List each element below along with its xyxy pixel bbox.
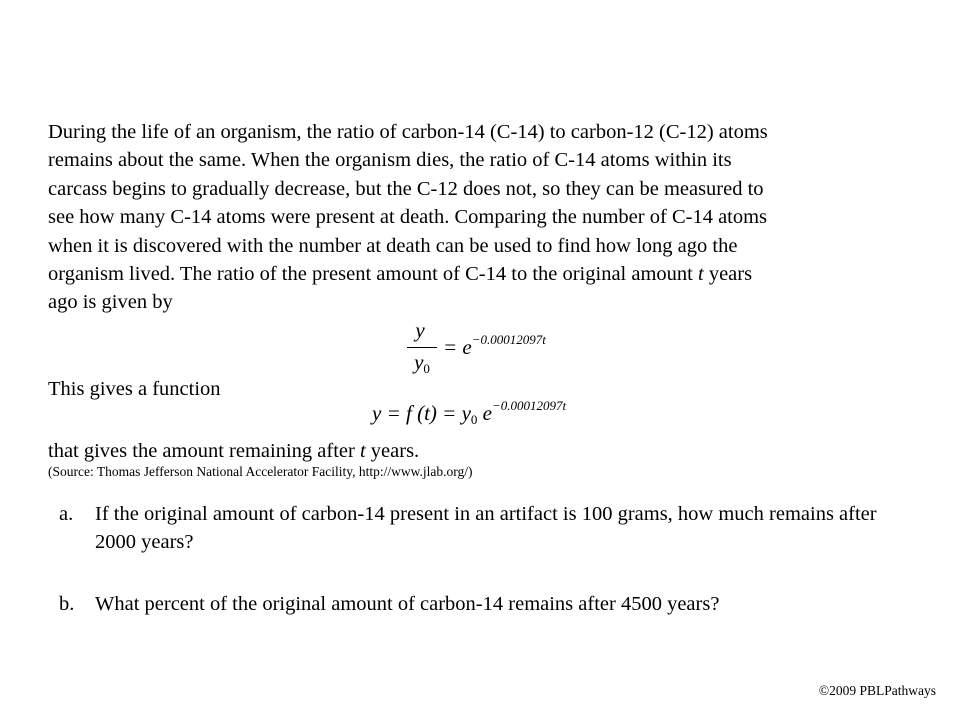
intro-line-4: see how many C-14 atoms were present at death. Comparing the number of C-14 atoms [48,206,768,229]
copyright-notice: ©2009 PBLPathways [818,683,936,698]
fraction-denominator [405,350,439,377]
function-lhs: y = f (t) = y [372,401,471,425]
function-subscript: 0 [470,412,478,427]
function-equation [372,398,566,428]
intro-paragraph [48,118,908,317]
question-b-text: What percent of the original amount of carbon-14 remains after 4500 years? [95,593,720,615]
intro-line-5: when it is discovered with the number at death can be used to find how long ago the [48,234,738,257]
fraction-numerator: y [415,318,425,342]
rhs-exponent: −0.00012097t [471,332,546,347]
intro-line-6-years: years [708,263,753,286]
ratio-rhs [443,332,546,360]
denominator-subscript: 0 [423,361,430,376]
question-a-text: If the original amount of carbon-14 present in an artifact is 100 grams, how much remains after 2000 years? [95,503,877,554]
source-citation: (Source: Thomas Jefferson National Accelerator Facility, http://www.jlab.org/) [48,464,473,479]
function-exponent: −0.00012097t [491,398,567,413]
intro-line-6 [48,260,908,288]
intro-line-7: ago is given by [48,291,173,314]
remaining-label [48,440,419,463]
function-e: e [482,401,492,425]
intro-line-3: carcass begins to gradually decrease, but the C-12 does not, so they can be measured to [48,177,764,200]
fraction-bar [407,347,437,348]
variable-t: t [697,263,704,286]
remaining-label-pre: that gives the amount remaining after [48,440,355,462]
question-b-marker: b. [59,593,75,615]
remaining-label-post: years. [370,440,420,462]
remaining-variable-t: t [359,440,366,462]
function-label: This gives a function [48,378,221,400]
intro-line-2: remains about the same. When the organism dies, the ratio of C-14 atoms within its [48,149,732,172]
rhs-e: = e [443,335,472,359]
intro-line-6-text: organism lived. The ratio of the present amount of C-14 to the original amount [48,263,693,286]
intro-line-1: During the life of an organism, the ratio of carbon-14 (C-14) to carbon-12 (C-12) atoms [48,121,768,143]
question-a-marker: a. [59,503,74,525]
denominator-y: y [414,350,424,374]
